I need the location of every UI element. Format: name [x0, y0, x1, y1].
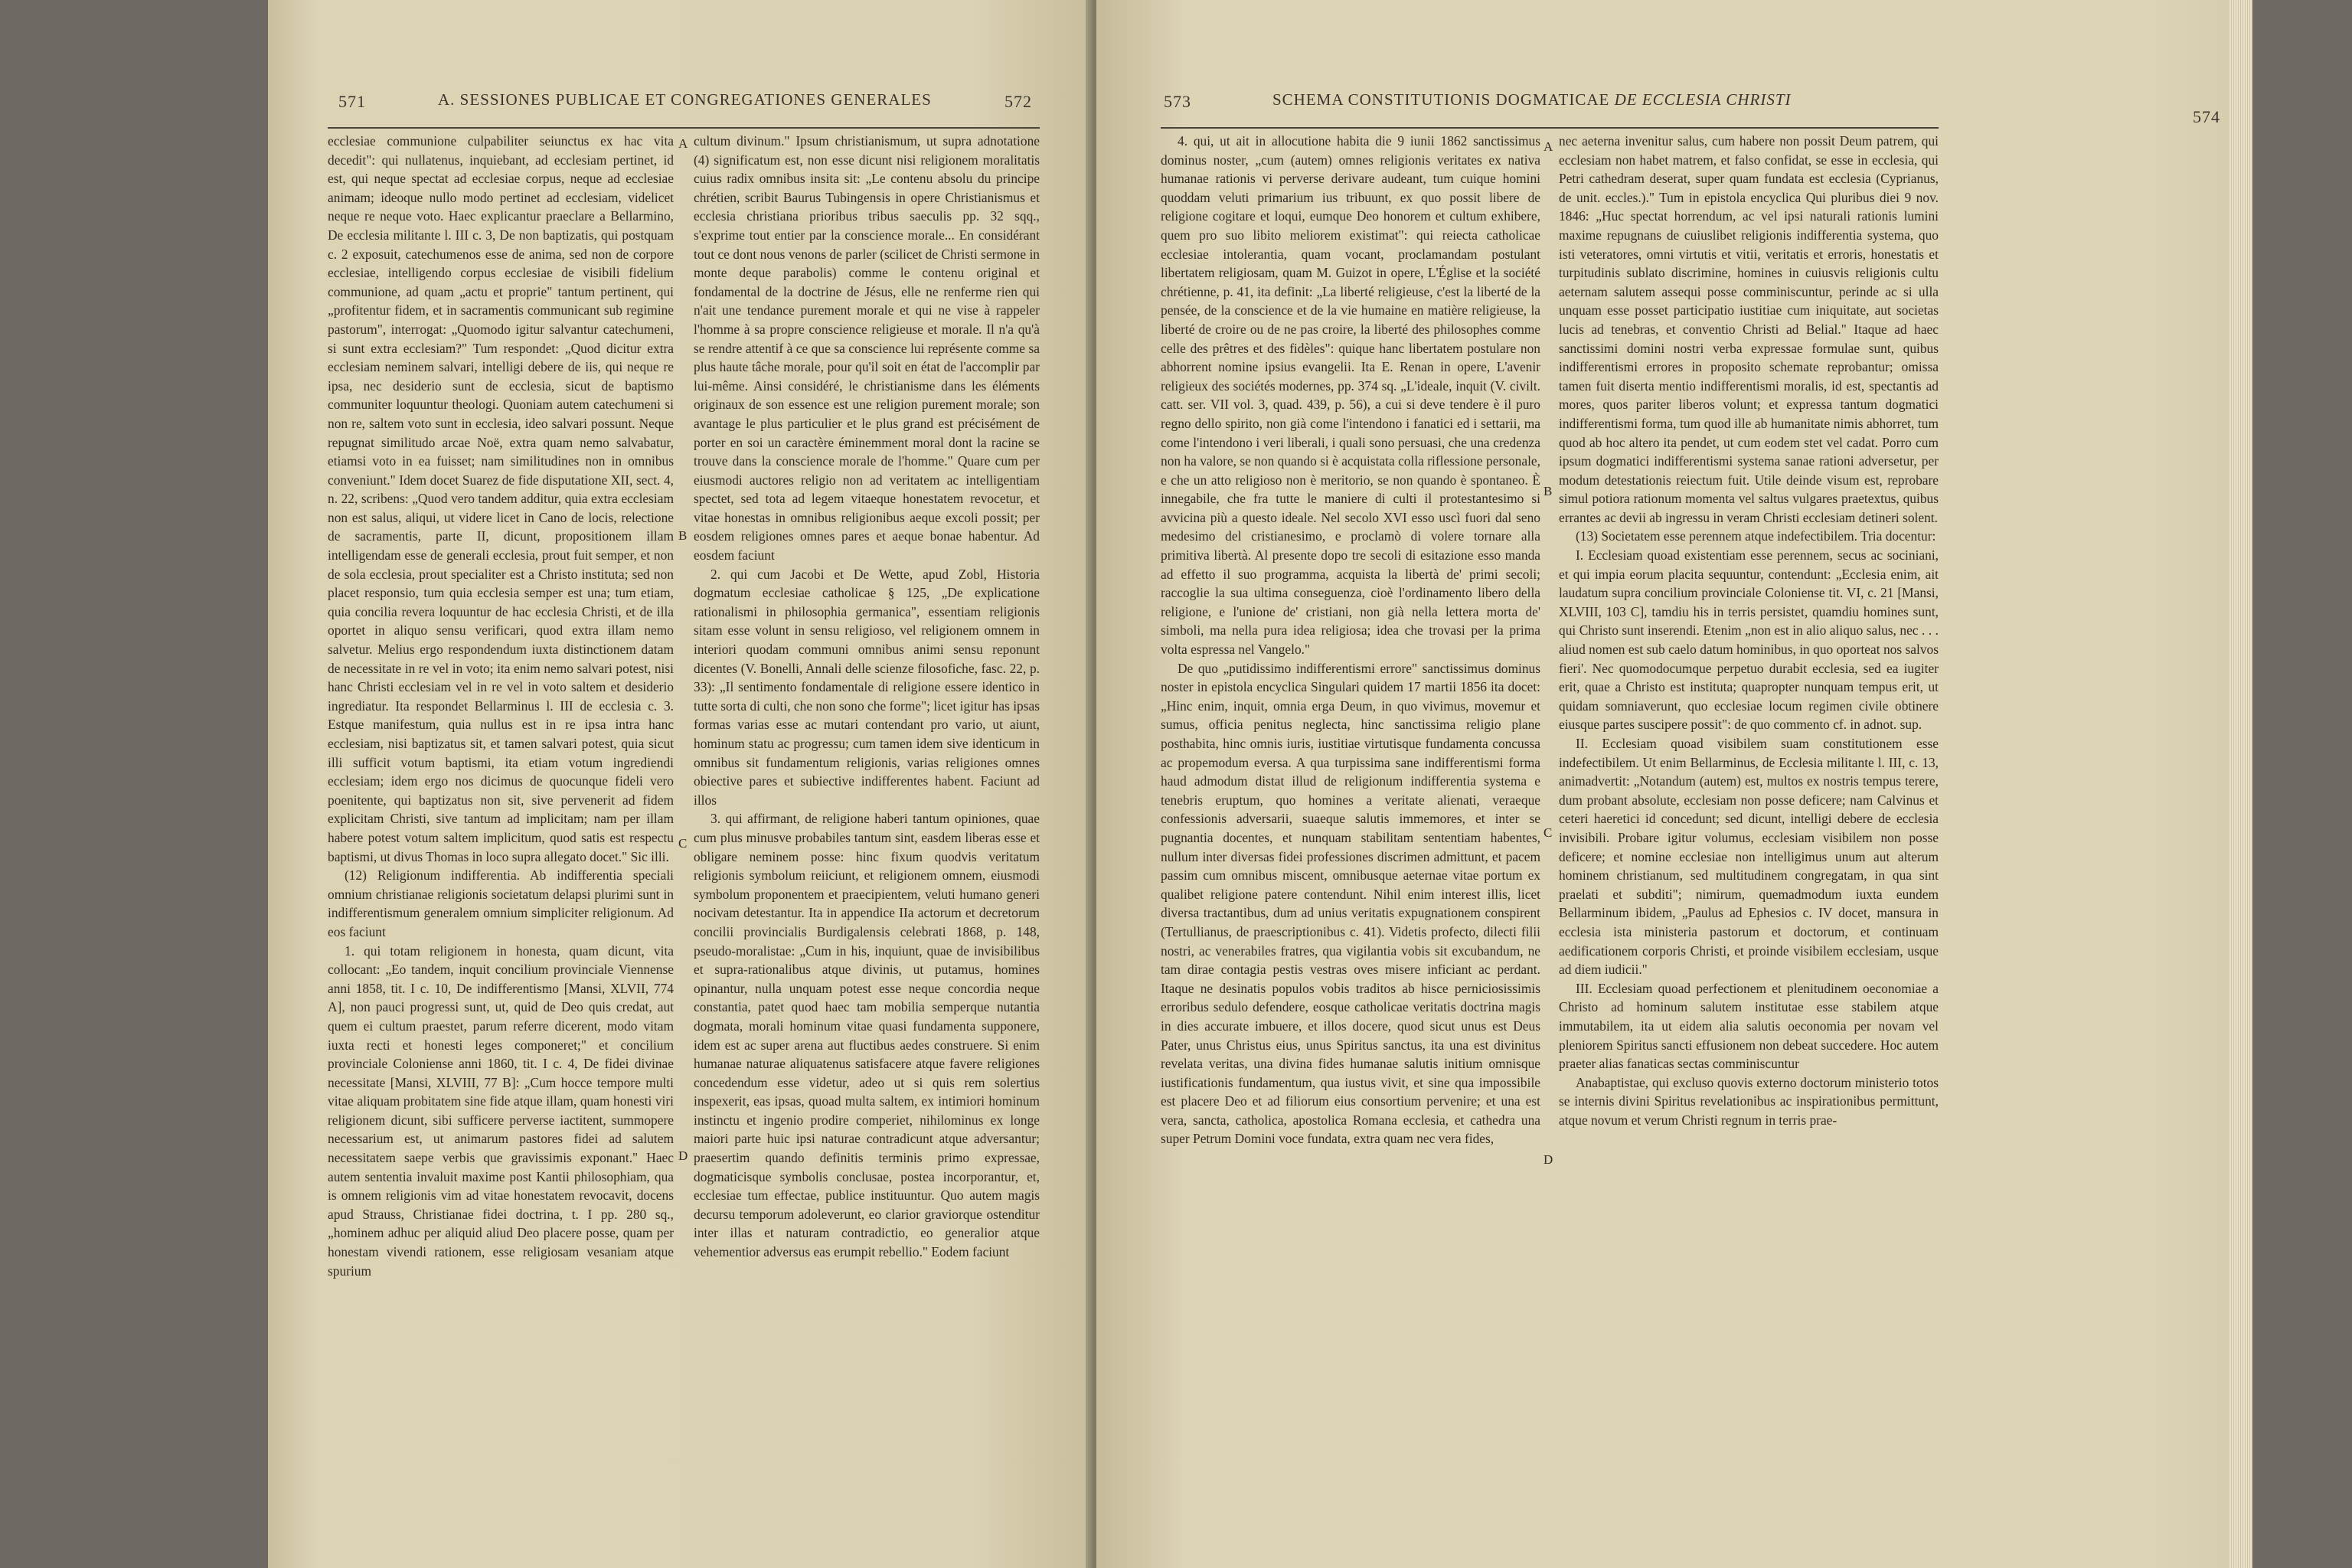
margin-marker: D: [678, 1148, 688, 1163]
paragraph: I. Ecclesiam quoad existentiam esse perennem, secus ac sociniani, et qui impia eorum placita sequuntur, contendunt: „Ecclesia enim, ait laudatum supra concilium provinciale Coloniense tit. VI, c. 21 [Mansi, XLVIII, 103 C], tamdiu his in terris persistet, quamdiu homines sunt, qui Christo sunt inserendi. Etenim „non est in alio aliquo salus, nec . . . aliud nomen est sub caelo datum hominibus, in quo oporteat nos salvos fieri'. Nec quomodocumque perpetuo durabit ecclesia, sed ea iugiter erit, quae a Christo est instituta; quapropter nunquam tempus erit, ut quidam somniaverunt, quo ecclesiae locum regimen civile obtinere eiusque partes suscipere possit": de quo commento cf. in adnot. sup.: [1559, 547, 1939, 733]
running-head: SCHEMA CONSTITUTIONIS DOGMATICAE DE ECCLESIA CHRISTI: [1272, 90, 1792, 109]
text-column-right: [694, 132, 1040, 1548]
paragraph: 3. qui affirmant, de religione haberi tantum opiniones, quae cum plus minusve probabiles tantum sint, easdem liberas esse et obligare neminem posse: hinc fixum quodvis veritatum religionis symbolum reiiciunt, et religionem omnem, eiusmodi symbolum proponentem et praecipientem, veluti humano generi nocivam detestantur. Ita in appendice IIa actorum et decretorum concilii provincialis Burdigalensis celebrati 1868, p. 148, pseudo-moralistae: „Cum in his, inquiunt, quae de invisibilibus et supra-rationalibus atque divinis, ut putamus, homines opinantur, nulla unquam potest esse neque concordia neque constantia, patet quod haec tam mobilia semperque nutantia dogmata, morali hominum vitae quasi fundamenta supponere, idem est ac super arena aut fluctibus aedes construere. Si enim humanae naturae aliquatenus satisfacere atque favere religiones concedendum esse videtur, adeo ut si quis rem solertius inspexerit, eas ipsas, quoad multa saltem, ex intimiori hominum instinctu et ingenio prodire comperiet, nihilominus ex longe maiori parte huic ipsi naturae contradicunt atque adversantur; praesertim quando definitis terminis primo expressae, dogmaticisque symbolis conclusae, postea incorporantur, et, ecclesiae tum effectae, publice instituuntur. Quo autem magis decursu temporum adoleverunt, eo clarior graviorque ostenditur inter illas et naturam contradictio, eo generalior atque vehementior adversus eas erumpit rebellio." Eodem faciunt: [694, 811, 1040, 1260]
margin-marker: A: [678, 136, 688, 151]
page-number: 571: [338, 92, 366, 111]
page-number: 574: [2193, 107, 2220, 126]
left-page: [268, 0, 1093, 1568]
text-column-right: [1559, 132, 1939, 1548]
running-head-italic: DE ECCLESIA CHRISTI: [1614, 90, 1792, 109]
right-page-header: [1096, 86, 2230, 126]
margin-marker: D: [1544, 1152, 1553, 1167]
margin-marker: C: [678, 836, 688, 851]
paragraph: De quo „putidissimo indifferentismi errore" sanctissimus dominus noster in epistola encyclica Singulari quidem 17 martii 1856 ita docet: „Hinc enim, inquit, omnia erga Deum, in quo vivimus, movemur et sumus, officia penitus neglecta, hinc sanctissima religio plane posthabita, hinc omnis iuris, iustitiae virtutisque fundamenta concussa ac propemodum eversa. A qua turpissima sane indifferentismi forma haud admodum distat illud de religionum indifferentia systema e tenebris eruptum, quo homines a veritate alienati, veraeque confessionis adversarii, suaeque salutis immemores, et inter se pugnantia docentes, et nunquam stabilitam sententiam habentes, nullum inter diversas fidei professiones discrimen admittunt, et pacem passim cum omnibus miscent, omnibusque aeternae vitae portum ex qualibet religione patere contendunt. Nihil enim interest illis, licet diversa tractantibus, dum ad unius veritatis expugnationem conspirent (Tertullianus, de praescriptionibus c. 41). Videtis profecto, dilecti filii nostri, ac venerabiles fratres, qua vigilantia vobis sit excubandum, ne tam dirae contagia pestis vestras oves misere inficiant ac perdant. Itaque ne desinatis populos vobis traditos ab hisce perniciosissimis erroribus sedulo defendere, eosque catholicae veritatis doctrina magis in dies accurate imbuere, et illos docere, quod sicut unus est Deus Pater, unus Christus eius, unus Spiritus sanctus, ita una est divinitus revelata veritas, una divina fides humanae salutis initium omnisque iustificationis fundamentum, qua iustus vivit, et sine qua impossibile est placere Deo et ad filiorum eius consortium pervenire; et una est vera, sancta, catholica, apostolica Romana ecclesia, et cathedra una super Petrum Domini voce fundata, extra quam nec vera fides,: [1161, 660, 1540, 1147]
paragraph: ecclesiae communione culpabiliter seiunctus ex hac vita decedit": qui nullatenus, inquiebant, ad ecclesiam pertinet, id est, qui neque spectat ad ecclesiae corpus, neque ad ecclesiae animam; ideoque nullo modo pertinet ad ecclesiam, videlicet neque re neque voto. Haec explicantur praeclare a Bellarmino, De ecclesia militante l. III c. 3, De non baptizatis, qui postquam c. 2 exposuit, catechumenos esse de anima, sed non de corpore ecclesiae, intelligendo corpus ecclesiae de visibili fidelium communione, ad quam „actu et proprie" tantum pertinent, qui „profitentur fidem, et in sacramentis communicant sub regimine pastorum", interrogat: „Quomodo igitur salvantur catechumeni, si sunt extra ecclesiam?" Tum respondet: „Quod dicitur extra ecclesiam neminem salvari, intelligi debere de iis, qui neque re ipsa, nec desiderio sunt de ecclesia, sicut de baptismo communiter loquuntur theologi. Quoniam autem catechumeni si non re, saltem voto sunt in ecclesia, ideo salvari possunt. Neque repugnat similitudo arcae Noë, extra quam nemo salvabatur, etiamsi voto in ea fuisset; nam similitudines non in omnibus conveniunt." Idem docet Suarez de fide disputatione XII, sect. 4, n. 22, scribens: „Quod vero tandem additur, quia extra ecclesiam non est salus, aliqui, ut videre licet in Cano de locis, relectione de sacramentis, parte II, dicunt, propositionem illam intelligendam esse de generali ecclesia, prout fuit semper, et non de sola ecclesia, prout specialiter est a Christo instituta; sed non placet responsio, tum quia ecclesia semper est una; tum etiam, quia concilia revera loquuntur de hac ecclesia Christi, et de illa oportet in aliquo sensu verificari, quod extra illam nemo salvetur. Melius ergo respondendum iuxta distinctionem datam de necessitate in re vel in voto; ita enim nemo salvari potest, nisi hanc Christi ecclesiam vel in re vel in voto saltem et desiderio ingrediatur. Ita respondet Bellarminus l. III de ecclesia c. 3. Estque manifestum, quia nullus est in re ipsa intra hanc ecclesiam, nisi baptizatus sit, et tamen salvari potest, quia sicut illi sufficit votum baptismi, ita etiam votum ingrediendi ecclesiam; idem ergo nos dicimus de quocunque fideli vero poenitente, qui baptizatus non sit, sive pervenerit ad fidem explicitam Christi, sive tantum ad implicitam; nam per illam habere potest votum saltem implicitum, quod satis est respectu baptismi, ut divus Thomas in loco supra allegato docet." Sic illi.: [328, 133, 674, 864]
page-block-edge: [2230, 0, 2252, 1568]
paragraph: cultum divinum." Ipsum christianismum, ut supra adnotatione (4) significatum est, non esse dicunt nisi religionem moralitatis cuius radix omnibus insita sit: „Le contenu absolu du principe chrétien, scribit Baurus Tubingensis in opere Christianismus et ecclesia christiana prioribus tribus saeculis pp. 32 sqq., s'exprime tout entier par la conscience morale... En considérant tout ce dont nous venons de parler (scilicet de Christi sermone in monte deque parabolis) comme le contenu original et fondamental de la doctrine de Jésus, elle ne renferme rien qui n'ait une tendance purement morale et qui ne vise à rappeler l'homme à sa propre conscience religieuse et morale. Il n'a qu'à se rendre attentif à ce que sa conscience lui représente comme sa plus haute tâche morale, pour qu'il soit en état de l'accomplir par lui-même. Ainsi considéré, le christianisme dans les éléments originaux de son essence est une religion purement morale; son avantage le plus particulier et le plus grand est précisément de porter en soi un caractère éminemment moral dont la racine se trouve dans la conscience morale de l'homme." Quare cum per eiusmodi auctores religio non ad veritatem ac intelligentiam spectet, sed tota ad legem vitaeque honestatem revocetur, et vitae honestas in omnibus religionibus aeque excoli possit; per eosdem religiones omnes pares et aeque bonae habentur. Ad eosdem faciunt: [694, 133, 1040, 564]
running-head: A. SESSIONES PUBLICAE ET CONGREGATIONES GENERALES: [438, 90, 932, 109]
text-column-left: [1161, 132, 1540, 1548]
paragraph: 4. qui, ut ait in allocutione habita die 9 iunii 1862 sanctissimus dominus noster, „cum (autem) omnes religionis veritates ex nativa humanae rationis vi perverse derivare audeant, tum cuique homini quoddam veluti primarium ius tribuunt, ex quo possit libere de religione cogitare et loqui, eumque Deo honorem et cultum exhibere, quem pro suo libito meliorem existimat": qui reiecta catholicae ecclesiae intolerantia, quam vocant, proclamandam postulant libertatem religiosam, quam M. Guizot in opere, L'Église et la société chrétienne, p. 41, ita definit: „La liberté religieuse, c'est la liberté de la pensée, de la conscience et de la vie humaine en matière religieuse, la liberté de croire ou de ne pas croire, la liberté des philosophes comme celle des prêtres et des fidèles": quique hanc libertatem postulare non abhorrent nomine ipsius evangelii. Ita E. Renan in opere, L'avenir religieux des sociétés modernes, pp. 374 sq. „L'ideale, inquit (V. civilt. catt. ser. VII vol. 3, quad. 439, p. 56), a cui si deve tendere è il puro regno dello spirito, non già come l'intendono i fanatici ed i settarii, ma come l'intendono i veri liberali, i quali sono persuasi, che una credenza non ha valore, se non quando si è acquistata colla riflessione personale, e che un atto religioso non è meritorio, se non quando è spontaneo. È innegabile, che fra tutte le maniere di culti il protestantesimo si avvicina più a questo ideale. Nel secolo XVI esso uscì fuori dal seno medesimo del cristianesimo, e proclamò di volere tornare alla primitiva libertà. Al presente dopo tre secoli di esitazione esso manda ad effetto il suo programma, acquista la libertà de' primi secoli; raccoglie la sua ultima conseguenza, cioè l'ordinamento libero della religione, e l'unione de' cristiani, non già nella lettera morta de' simboli, ma nella pura idea religiosa; idea che trovasi per la prima volta espressa nel Vangelo.": [1161, 133, 1540, 658]
right-page: [1096, 0, 2230, 1568]
paragraph: Anabaptistae, qui excluso quovis externo doctorum ministerio totos se internis divini Spiritus revelationibus ac inspirationibus permittunt, atque novum et verum Christi regnum in terris prae-: [1559, 1074, 1939, 1128]
margin-marker: B: [678, 528, 688, 543]
text-column-left: [328, 132, 674, 1548]
margin-marker: C: [1544, 825, 1553, 840]
page-number: 573: [1164, 92, 1191, 111]
paragraph: 1. qui totam religionem in honesta, quam dicunt, vita collocant: „Eo tandem, inquit concilium provinciale Viennense anni 1858, tit. I c. 10, De indifferentismo [Mansi, XLVII, 774 A], non pauci progressi sunt, ut, quid de Deo quis credat, aut quem ei cultum praestet, parum referre dicerent, modo vitam iuxta recti et honesti leges componeret;" et concilium provinciale Coloniense anni 1860, tit. I c. 4, De fidei divinae necessitate [Mansi, XLVIII, 77 B]: „Cum hocce tempore multi vitae aliquam probitatem sine fide atque illam, quam honesti viri religionem dicunt, sibi sufficere perverse iactitent, summopere necessarium est, ut animarum pastores fidei ad salutem necessitatem saepe verbis que gravissimis exponant." Haec autem sententia invaluit maxime post Kantii philosophiam, qua is omnem religionis vim ad vitae honestatem revocavit, docens apud Strauss, Christianae fidei doctrina, t. I pp. 280 sq., „hominem adhuc per aliquid aliud Deo placere posse, quam per honestam vivendi rationem, esse religiosam vesaniam atque spurium: [328, 942, 674, 1279]
margin-marker: A: [1544, 139, 1553, 154]
paragraph: nec aeterna invenitur salus, cum habere non possit Deum patrem, qui ecclesiam non habet matrem, et falso confidat, se esse in ecclesia, qui Petri cathedram deserat, super quam fundata est ecclesia (Cyprianus, de unit. eccles.)." Tum in epistola encyclica Qui pluribus diei 9 nov. 1846: „Huc spectat horrendum, ac vel ipsi naturali rationis lumini maxime repugnans de cuiuslibet religionis indifferentia systema, quo isti veteratores, omni virtutis et vitii, veritatis et erroris, honestatis et turpitudinis sublato discrimine, homines in cuiusvis religionis cultu aeternam salutem assequi posse comminiscuntur, perinde ac si ulla unquam esse posset participatio iustitiae cum iniquitate, aut societas lucis ad tenebras, et conventio Christi ad Belial." Itaque ad haec sanctissimi domini nostri verba expressae formulae sunt, quibus indifferentismi errores in proposito schemate reprobantur; omissa tamen fuit diserta mentio indifferentismi moralis, id est, spectantis ad mores, quos pariter liberos volunt; et expressa tantum dogmatici indifferentismi forma, tum quod ille ab humanitate nimis abhorret, tum quod ab hoc altero ita pendet, ut cum eodem stet vel cadat. Porro cum ipsum dogmatici indifferentismi systema sanae rationi adversetur, per modum detestationis reiectum fuit. Utile deinde visum est, reprobare simul potiora rationum momenta vel saltus vulgares praetextus, quibus errantes ac devii ab ingressu in veram Christi ecclesiam detineri solent.: [1559, 133, 1939, 525]
paragraph: 2. qui cum Jacobi et De Wette, apud Zobl, Historia dogmatum ecclesiae catholicae § 125, „De explicatione rationalismi in philosophia germanica", essentiam religionis sitam esse volunt in sensu religioso, vel religionem omnem in interiori quodam communi omnibus animi sensu reponunt dicentes (V. Bonelli, Annali delle scienze filosofiche, fasc. 22, p. 33): „Il sentimento fondamentale di religione essere identico in tutte sorta di culti, che non sono che forme"; licet igitur has ipsas formas varias esse ac mutari contendant pro vario, ut aiunt, hominum statu ac progressu; cum tamen idem sive identicum in omnibus sit fundamentum religionis, varias religiones omnes obiective pares et subiective indifferentes habent. Faciunt ad illos: [694, 566, 1040, 808]
margin-marker: B: [1544, 484, 1553, 498]
header-rule: [1161, 127, 1939, 129]
paragraph: (13) Societatem esse perennem atque indefectibilem. Tria docentur:: [1576, 528, 1936, 544]
paragraph: II. Ecclesiam quoad visibilem suam constitutionem esse indefectibilem. Ut enim Bellarminus, de Ecclesia militante l. III, c. 13, animadvertit: „Notandum (autem) est, multos ex nostris tempus terere, dum probant absolute, ecclesiam non posse deficere; nam Calvinus et ceteri haeretici id concedunt; sed dicunt, intelligi debere de ecclesia invisibili. Probare igitur volumus, ecclesiam visibilem non posse deficere; et nomine ecclesiae non intelligimus unum aut alterum hominem christianum, sed multitudinem congregatam, in qua sint praelati et subditi"; nimirum, quemadmodum iuxta eundem Bellarminum ibidem, „Paulus ad Ephesios c. IV docet, mansura in ecclesia ista ministeria pastorum et doctorum, et continuam aedificationem corporis Christi, et proinde visibilem ecclesiam, usque ad diem iudicii.": [1559, 736, 1939, 978]
paragraph: (12) Religionum indifferentia. Ab indifferentia speciali omnium christianae religionis societatum delapsi plurimi sunt in indifferentismum generalem omnium simpliciter religionum. Ad eos faciunt: [328, 867, 674, 939]
left-page-header: [268, 86, 1093, 116]
header-rule: [328, 127, 1040, 129]
page-number: 572: [1004, 92, 1032, 111]
paragraph: III. Ecclesiam quoad perfectionem et plenitudinem oeconomiae a Christo ad hominum salutem institutae esse stabilem atque immutabilem, ita ut eidem alia salutis oeconomia per novam vel pleniorem Spiritus sancti effusionem non debeat succedere. Hoc autem praeter alias fanaticas sectas comminiscuntur: [1559, 980, 1939, 1072]
